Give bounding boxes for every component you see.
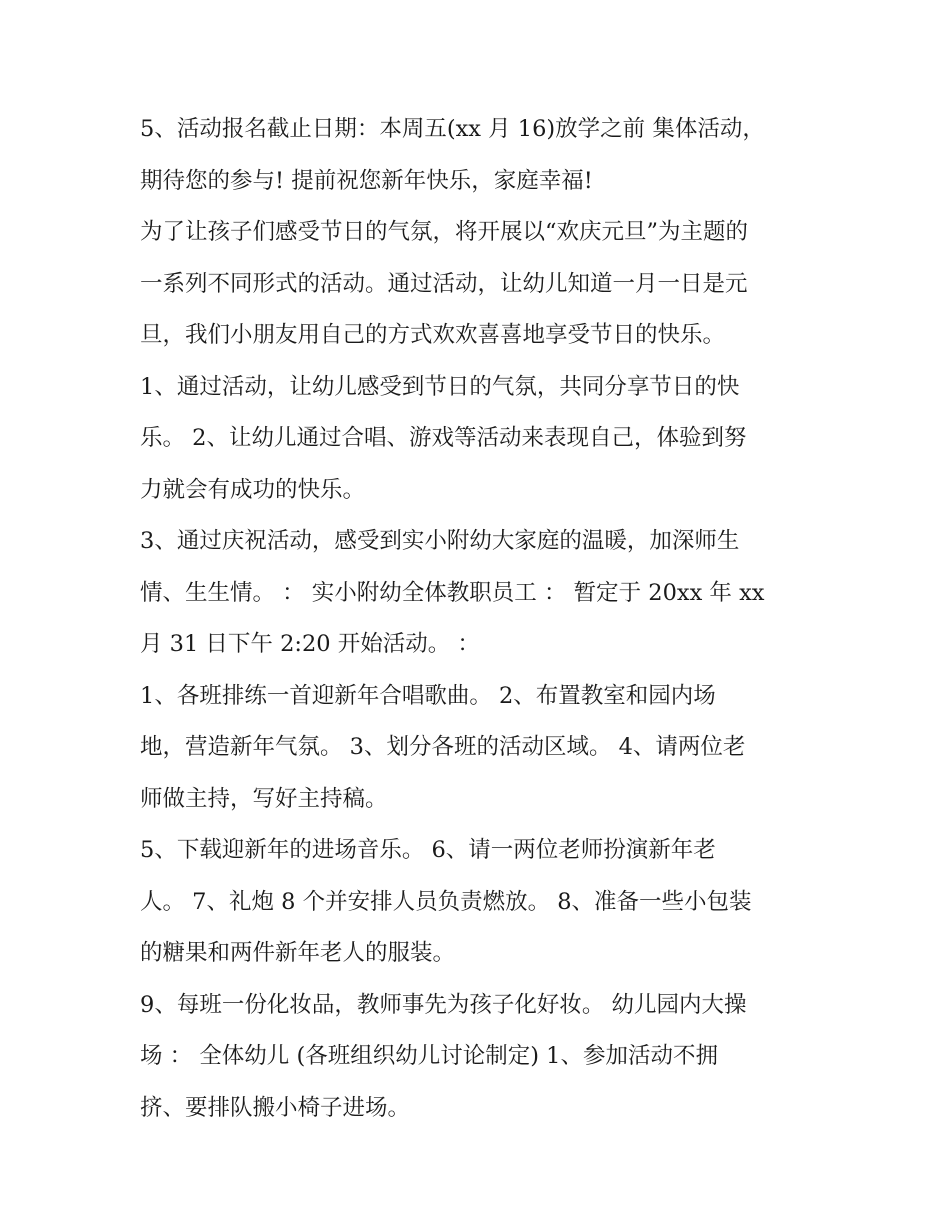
text-line: 为了让孩子们感受节日的气氛，将开展以“欢庆元旦”为主题的 bbox=[140, 219, 749, 245]
text-line: 1、通过活动，让幼儿感受到节日的气氛，共同分享节日的快 bbox=[140, 373, 740, 400]
text-line: 地，营造新年气氛。 3、划分各班的活动区域。 4、请两位老 bbox=[140, 734, 746, 760]
text-line: 师做主持，写好主持稿。 bbox=[140, 785, 388, 812]
text-line: 5、活动报名截止日期：本周五(xx 月 16)放学之前 集体活动， bbox=[140, 116, 765, 142]
text-line: 9、每班一份化妆品，教师事先为孩子化好妆。 幼儿园内大操 bbox=[140, 991, 747, 1018]
text-line: 乐。 2、让幼儿通过合唱、游戏等活动来表现自己，体验到努 bbox=[140, 425, 747, 451]
text-line: 人。 7、礼炮 8 个并安排人员负责燃放。 8、准备一些小包装 bbox=[140, 888, 752, 915]
text-line: 场 ： 全体幼儿 (各班组织幼儿讨论制定) 1、参加活动不拥 bbox=[140, 1043, 718, 1069]
text-line: 5、下载迎新年的进场音乐。 6、请一两位老师扮演新年老 bbox=[140, 837, 716, 863]
text-line: 情、生生情。 ： 实小附幼全体教职员工 ： 暂定于 20xx 年 xx bbox=[140, 579, 765, 606]
text-line: 的糖果和两件新年老人的服装。 bbox=[140, 940, 456, 966]
text-line: 1、各班排练一首迎新年合唱歌曲。 2、布置教室和园内场 bbox=[140, 682, 716, 709]
text-line: 3、通过庆祝活动，感受到实小附幼大家庭的温暖，加深师生 bbox=[140, 528, 740, 554]
text-line: 挤、要排队搬小椅子进场。 bbox=[140, 1094, 411, 1121]
document-body bbox=[140, 104, 820, 1134]
text-line: 力就会有成功的快乐。 bbox=[140, 476, 366, 503]
text-line: 一系列不同形式的活动。通过活动，让幼儿知道一月一日是元 bbox=[140, 270, 748, 297]
text-line: 期待您的参与! 提前祝您新年快乐，家庭幸福! bbox=[140, 167, 593, 194]
text-line: 月 31 日下午 2:20 开始活动。 ： bbox=[140, 631, 480, 657]
text-line: 旦，我们小朋友用自己的方式欢欢喜喜地享受节日的快乐。 bbox=[140, 322, 726, 348]
